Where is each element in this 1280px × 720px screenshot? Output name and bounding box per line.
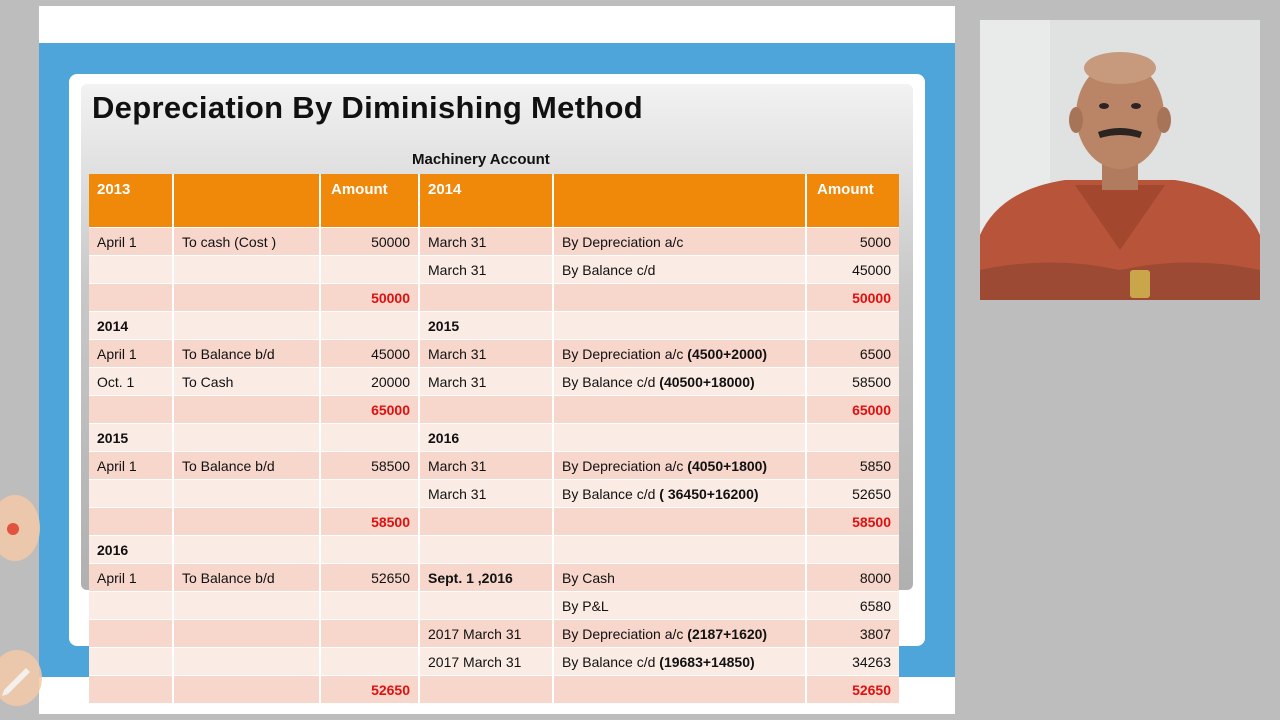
- cell-amount-right: 65000: [806, 396, 899, 424]
- table-row: [89, 396, 899, 424]
- cell-particulars-left: [173, 536, 320, 564]
- cell-particulars-right: [553, 648, 806, 676]
- cell-date-left: April 1: [89, 228, 173, 256]
- depreciation-calculation: (2187+1620): [687, 625, 768, 642]
- cell-date-left: 2014: [89, 312, 173, 340]
- cell-amount-left: [320, 312, 419, 340]
- cell-particulars-right: [553, 368, 806, 396]
- cell-date-right: 2016: [419, 424, 553, 452]
- cell-particulars-right: [553, 452, 806, 480]
- cell-amount-left: 45000: [320, 340, 419, 368]
- cell-date-right: [419, 536, 553, 564]
- cell-amount-right: 52650: [806, 480, 899, 508]
- depreciation-calculation: (40500+18000): [659, 373, 755, 390]
- particulars-text: By Balance c/d: [562, 653, 656, 670]
- cell-date-right: 2017 March 31: [419, 648, 553, 676]
- cell-date-right: [419, 396, 553, 424]
- cell-date-right: March 31: [419, 480, 553, 508]
- webcam-overlay: [980, 20, 1260, 300]
- cell-particulars-left: [173, 424, 320, 452]
- cell-amount-left: [320, 424, 419, 452]
- cell-amount-right: 8000: [806, 564, 899, 592]
- cell-particulars-left: [173, 508, 320, 536]
- cell-particulars-right: [553, 508, 806, 536]
- record-indicator-icon[interactable]: [0, 495, 40, 561]
- cell-amount-right: 50000: [806, 284, 899, 312]
- table-row: [89, 676, 899, 704]
- cell-particulars-left: To cash (Cost ): [173, 228, 320, 256]
- cell-date-right: March 31: [419, 256, 553, 284]
- depreciation-calculation: ( 36450+16200): [659, 485, 759, 502]
- cell-amount-right: 45000: [806, 256, 899, 284]
- cell-date-left: Oct. 1: [89, 368, 173, 396]
- cell-particulars-right: [553, 396, 806, 424]
- cell-date-left: [89, 256, 173, 284]
- cell-date-left: [89, 648, 173, 676]
- cell-date-right: March 31: [419, 368, 553, 396]
- cell-date-right: 2017 March 31: [419, 620, 553, 648]
- cell-particulars-left: [173, 620, 320, 648]
- cell-amount-left: [320, 256, 419, 284]
- header-amount-left: Amount: [320, 174, 419, 228]
- cell-amount-right: 58500: [806, 508, 899, 536]
- table-row: [89, 592, 899, 620]
- cell-particulars-right: [553, 564, 806, 592]
- cell-amount-right: 6580: [806, 592, 899, 620]
- particulars-text: By Balance c/d: [562, 261, 656, 278]
- cell-amount-right: [806, 536, 899, 564]
- table-row: [89, 228, 899, 256]
- cell-particulars-left: To Cash: [173, 368, 320, 396]
- table-row: [89, 424, 899, 452]
- cell-date-left: 2015: [89, 424, 173, 452]
- table-header-row: [89, 174, 899, 228]
- table-row: [89, 452, 899, 480]
- table-body: [89, 228, 899, 704]
- cell-particulars-right: [553, 480, 806, 508]
- particulars-text: By Balance c/d: [562, 373, 656, 390]
- machinery-account-table: [89, 174, 899, 703]
- cell-particulars-left: [173, 396, 320, 424]
- table-row: [89, 312, 899, 340]
- table-row: [89, 480, 899, 508]
- header-amount-right: Amount: [806, 174, 899, 228]
- cell-amount-right: 58500: [806, 368, 899, 396]
- cell-date-left: [89, 480, 173, 508]
- particulars-text: By Depreciation a/c: [562, 345, 684, 362]
- table-row: [89, 340, 899, 368]
- cell-amount-left: [320, 648, 419, 676]
- cell-date-left: [89, 620, 173, 648]
- cell-date-left: [89, 396, 173, 424]
- cell-date-right: [419, 676, 553, 704]
- cell-amount-right: 52650: [806, 676, 899, 704]
- cell-date-left: 2016: [89, 536, 173, 564]
- cell-amount-right: [806, 312, 899, 340]
- cell-date-left: [89, 592, 173, 620]
- cell-date-right: 2015: [419, 312, 553, 340]
- cell-amount-left: [320, 536, 419, 564]
- depreciation-calculation: (4050+1800): [687, 457, 768, 474]
- cell-particulars-right: [553, 284, 806, 312]
- cell-date-left: [89, 676, 173, 704]
- table-row: [89, 620, 899, 648]
- cell-particulars-right: [553, 340, 806, 368]
- cell-particulars-right: [553, 312, 806, 340]
- cell-date-right: [419, 284, 553, 312]
- particulars-text: By Depreciation a/c: [562, 457, 684, 474]
- cell-particulars-left: [173, 676, 320, 704]
- table-row: [89, 536, 899, 564]
- presenter-video: [980, 20, 1260, 300]
- cell-amount-right: 6500: [806, 340, 899, 368]
- particulars-text: By P&L: [562, 597, 609, 614]
- depreciation-calculation: (4500+2000): [687, 345, 768, 362]
- cell-date-right: Sept. 1 ,2016: [419, 564, 553, 592]
- cell-date-left: April 1: [89, 452, 173, 480]
- cell-date-left: [89, 284, 173, 312]
- cell-particulars-left: [173, 284, 320, 312]
- header-year-right: 2014: [419, 174, 553, 228]
- cell-particulars-right: [553, 256, 806, 284]
- cell-date-left: April 1: [89, 564, 173, 592]
- cell-particulars-left: To Balance b/d: [173, 340, 320, 368]
- cell-particulars-left: To Balance b/d: [173, 452, 320, 480]
- particulars-text: By Depreciation a/c: [562, 625, 684, 642]
- slide-title: Depreciation By Diminishing Method: [92, 90, 644, 125]
- cell-date-left: [89, 508, 173, 536]
- cell-amount-right: 3807: [806, 620, 899, 648]
- cell-amount-right: [806, 424, 899, 452]
- particulars-text: By Cash: [562, 569, 615, 586]
- cell-particulars-left: [173, 592, 320, 620]
- table-caption: Machinery Account: [412, 151, 550, 168]
- header-particulars-right: [553, 174, 806, 228]
- table-row: [89, 508, 899, 536]
- cell-amount-left: 58500: [320, 508, 419, 536]
- cell-date-right: March 31: [419, 340, 553, 368]
- cell-particulars-left: [173, 648, 320, 676]
- cell-particulars-left: [173, 312, 320, 340]
- cell-particulars-left: To Balance b/d: [173, 564, 320, 592]
- cell-amount-left: [320, 620, 419, 648]
- cell-amount-left: 58500: [320, 452, 419, 480]
- table-row: [89, 368, 899, 396]
- cell-amount-left: 65000: [320, 396, 419, 424]
- cell-particulars-right: [553, 592, 806, 620]
- table-row: [89, 284, 899, 312]
- cell-particulars-left: [173, 480, 320, 508]
- cell-amount-right: 5000: [806, 228, 899, 256]
- pen-tool-icon[interactable]: [0, 650, 42, 706]
- header-particulars-left: [173, 174, 320, 228]
- cell-amount-left: [320, 480, 419, 508]
- cell-particulars-left: [173, 256, 320, 284]
- cell-date-right: March 31: [419, 228, 553, 256]
- depreciation-calculation: (19683+14850): [659, 653, 755, 670]
- cell-particulars-right: [553, 424, 806, 452]
- cell-date-right: [419, 508, 553, 536]
- cell-amount-right: 5850: [806, 452, 899, 480]
- cell-amount-left: 52650: [320, 676, 419, 704]
- cell-particulars-right: [553, 536, 806, 564]
- cell-particulars-right: [553, 676, 806, 704]
- cell-date-right: [419, 592, 553, 620]
- particulars-text: By Depreciation a/c: [562, 233, 684, 250]
- cell-date-left: April 1: [89, 340, 173, 368]
- cell-particulars-right: [553, 228, 806, 256]
- cell-amount-left: 52650: [320, 564, 419, 592]
- table-row: [89, 564, 899, 592]
- cell-amount-left: 20000: [320, 368, 419, 396]
- cell-particulars-right: [553, 620, 806, 648]
- table-row: [89, 256, 899, 284]
- cell-amount-left: 50000: [320, 284, 419, 312]
- cell-amount-right: 34263: [806, 648, 899, 676]
- cell-amount-left: [320, 592, 419, 620]
- header-year-left: 2013: [89, 174, 173, 228]
- cell-amount-left: 50000: [320, 228, 419, 256]
- cell-date-right: March 31: [419, 452, 553, 480]
- particulars-text: By Balance c/d: [562, 485, 656, 502]
- table-row: [89, 648, 899, 676]
